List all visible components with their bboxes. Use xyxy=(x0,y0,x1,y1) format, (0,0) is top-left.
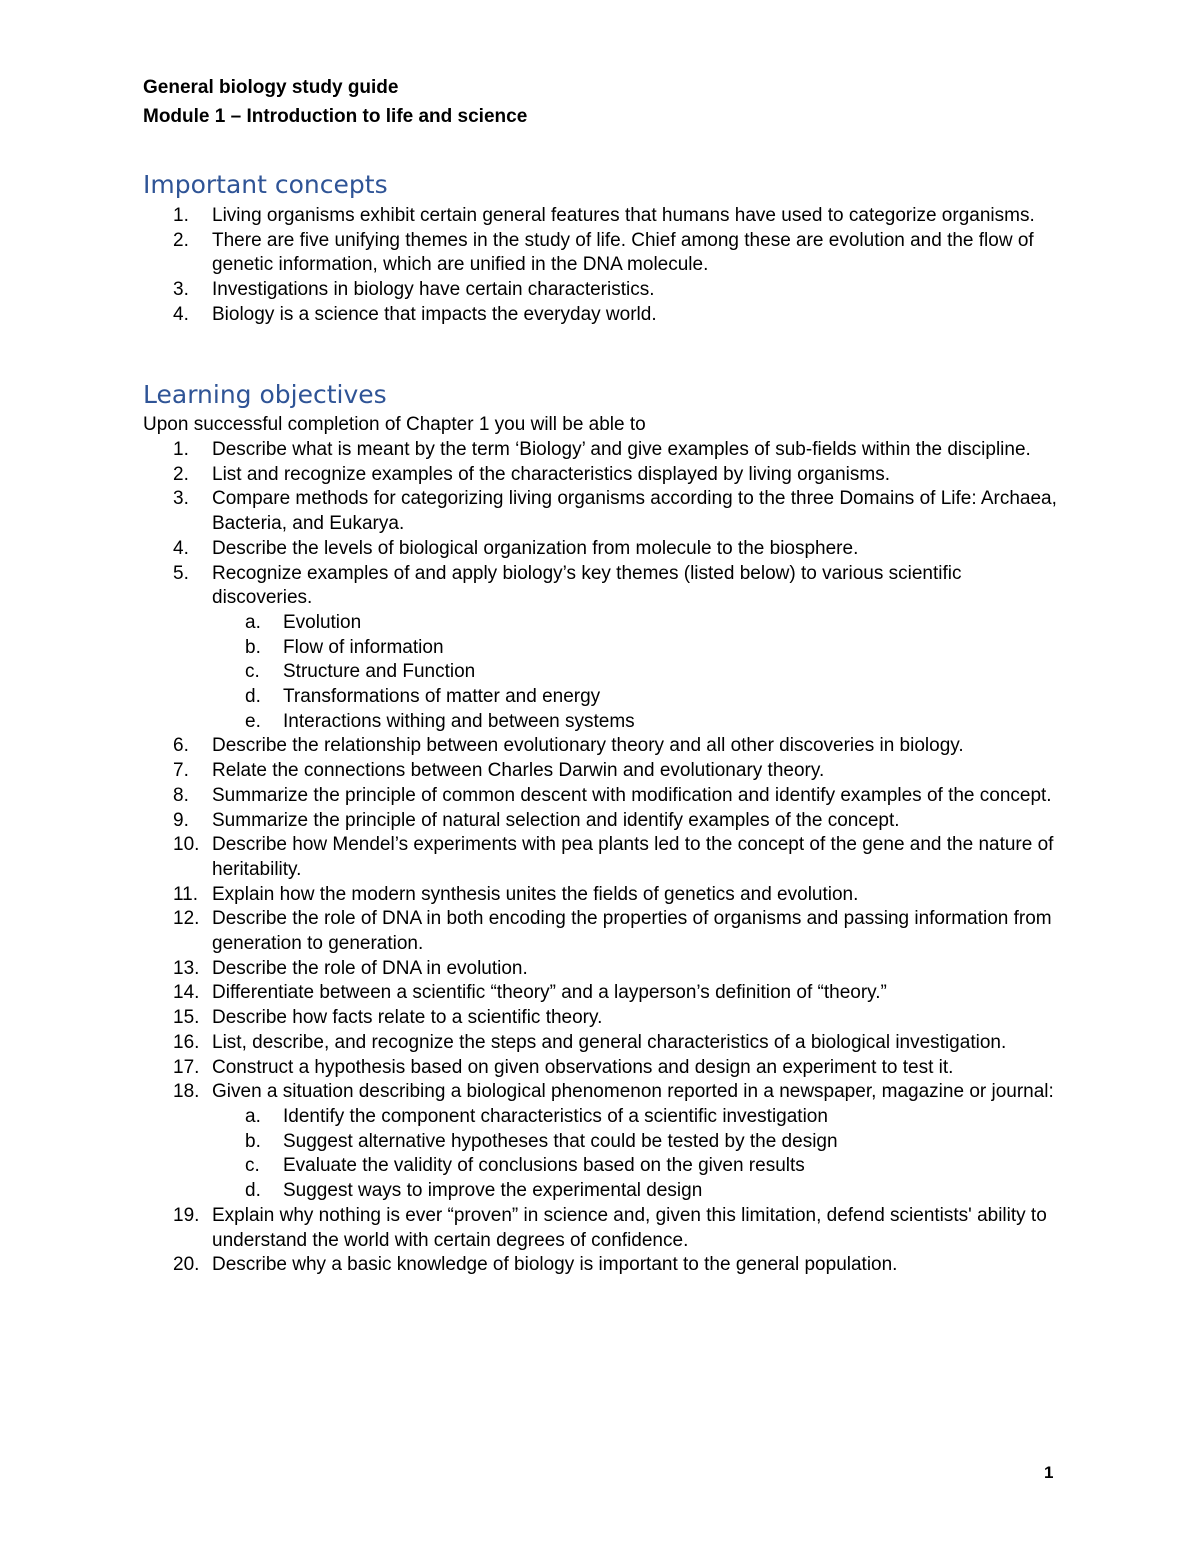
item-text: Given a situation describing a biological phenomenon reported in a newspaper, magazine or journal: xyxy=(212,1081,1054,1103)
item-text: Explain why nothing is ever “proven” in science and, given this limitation, defend scientists' ability to understand the world with certain degrees of confidence. xyxy=(212,1204,1047,1251)
sub-item-letter: d. xyxy=(245,1180,261,1202)
sub-item-text: Identify the component characteristics of a scientific investigation xyxy=(283,1105,828,1127)
item-number: 2. xyxy=(173,229,189,251)
item-text: Living organisms exhibit certain general features that humans have used to categorize organisms. xyxy=(212,205,1035,226)
item-text: Explain how the modern synthesis unites the fields of genetics and evolution. xyxy=(212,883,859,905)
item-number: 14. xyxy=(173,982,200,1004)
item-number: 10. xyxy=(173,834,200,856)
item-number: 3. xyxy=(173,488,189,510)
item-number: 7. xyxy=(173,760,189,782)
sub-list-item xyxy=(212,636,1063,661)
list-item xyxy=(143,734,1063,759)
sub-list xyxy=(212,1105,1063,1204)
item-text: Differentiate between a scientific “theory” and a layperson’s definition of “theory.” xyxy=(212,982,887,1004)
item-text: Describe why a basic knowledge of biology is important to the general population. xyxy=(212,1254,898,1276)
list-item xyxy=(143,438,1063,463)
list-item xyxy=(143,487,1063,536)
sub-item-letter: c. xyxy=(245,661,260,683)
sub-item-text: Suggest alternative hypotheses that could be tested by the design xyxy=(283,1130,838,1152)
list-item xyxy=(143,229,1063,278)
item-number: 11. xyxy=(173,883,199,905)
document-header xyxy=(143,73,527,131)
item-number: 4. xyxy=(173,537,189,559)
item-text: Summarize the principle of natural selection and identify examples of the concept. xyxy=(212,809,900,831)
item-text: Describe the relationship between evolutionary theory and all other discoveries in biology. xyxy=(212,735,964,757)
sub-item-text: Structure and Function xyxy=(283,661,476,683)
sub-item-letter: d. xyxy=(245,686,261,708)
item-number: 19. xyxy=(173,1204,200,1226)
sub-item-letter: e. xyxy=(245,710,261,732)
list-item xyxy=(143,1080,1063,1204)
list-item xyxy=(143,278,1063,303)
list-item xyxy=(143,883,1063,908)
objectives-intro: Upon successful completion of Chapter 1 you will be able to xyxy=(143,414,646,435)
item-number: 5. xyxy=(173,562,189,584)
sub-item-letter: b. xyxy=(245,1130,261,1152)
item-text: Describe the role of DNA in evolution. xyxy=(212,957,528,979)
item-number: 2. xyxy=(173,463,189,485)
sub-list-item xyxy=(212,685,1063,710)
item-text: Biology is a science that impacts the everyday world. xyxy=(212,303,657,325)
item-number: 1. xyxy=(173,439,189,460)
sub-item-text: Transformations of matter and energy xyxy=(283,686,601,708)
list-item xyxy=(143,1006,1063,1031)
item-text: Recognize examples of and apply biology’s key themes (listed below) to various scientific discoveries. xyxy=(212,562,962,609)
item-text: Relate the connections between Charles Darwin and evolutionary theory. xyxy=(212,760,825,782)
item-text: Describe what is meant by the term ‘Biology’ and give examples of sub-fields within the discipline. xyxy=(212,439,1031,460)
sub-list-item xyxy=(212,710,1063,735)
learning-objectives-heading: Learning objectives xyxy=(143,380,387,409)
sub-item-letter: a. xyxy=(245,1105,261,1127)
list-item xyxy=(143,1253,1063,1278)
list-item xyxy=(143,204,1063,229)
list-item xyxy=(143,562,1063,735)
sub-item-text: Suggest ways to improve the experimental design xyxy=(283,1180,703,1202)
item-text: Investigations in biology have certain characteristics. xyxy=(212,279,655,301)
sub-list-item xyxy=(212,611,1063,636)
item-number: 4. xyxy=(173,303,189,325)
item-number: 1. xyxy=(173,205,189,226)
list-item xyxy=(143,833,1063,882)
item-number: 12. xyxy=(173,908,200,930)
item-text: Describe the role of DNA in both encoding the properties of organisms and passing information from generation to generation. xyxy=(212,908,1052,955)
sub-list-item xyxy=(212,660,1063,685)
item-text: Describe how facts relate to a scientific theory. xyxy=(212,1007,603,1029)
module-title: Module 1 – Introduction to life and science xyxy=(143,106,528,127)
sub-list-item xyxy=(212,1105,1063,1130)
list-item xyxy=(143,957,1063,982)
sub-item-text: Evaluate the validity of conclusions based on the given results xyxy=(283,1155,805,1177)
item-text: Compare methods for categorizing living organisms according to the three Domains of Life: Archaea, Bacteria, and Eukarya. xyxy=(212,488,1057,535)
item-text: Construct a hypothesis based on given observations and design an experiment to test it. xyxy=(212,1056,954,1078)
important-concepts-list xyxy=(143,204,1063,328)
item-number: 8. xyxy=(173,784,189,806)
sub-list-item xyxy=(212,1130,1063,1155)
sub-item-letter: c. xyxy=(245,1155,260,1177)
list-item xyxy=(143,1056,1063,1081)
page-number: 1 xyxy=(1044,1463,1054,1482)
item-number: 17. xyxy=(173,1056,200,1078)
item-number: 6. xyxy=(173,735,189,757)
list-item xyxy=(143,303,1063,328)
list-item xyxy=(143,759,1063,784)
sub-item-letter: b. xyxy=(245,636,261,658)
item-number: 3. xyxy=(173,279,189,301)
item-number: 9. xyxy=(173,809,189,831)
item-number: 13. xyxy=(173,957,200,979)
item-number: 15. xyxy=(173,1007,200,1029)
learning-objectives-list xyxy=(143,438,1063,1278)
list-item xyxy=(143,809,1063,834)
item-text: Summarize the principle of common descent with modification and identify examples of the concept. xyxy=(212,784,1052,806)
item-text: List and recognize examples of the characteristics displayed by living organisms. xyxy=(212,463,890,485)
item-text: Describe how Mendel’s experiments with pea plants led to the concept of the gene and the nature of heritability. xyxy=(212,834,1054,880)
list-item xyxy=(143,784,1063,809)
item-text: Describe the levels of biological organization from molecule to the biosphere. xyxy=(212,537,859,559)
item-text: There are five unifying themes in the study of life. Chief among these are evolution and the flow of genetic information, which are unified in the DNA molecule. xyxy=(212,229,1034,276)
list-item xyxy=(143,1031,1063,1056)
important-concepts-heading: Important concepts xyxy=(143,170,388,199)
sub-list-item xyxy=(212,1179,1063,1204)
list-item xyxy=(143,537,1063,562)
list-item xyxy=(143,907,1063,956)
sub-list xyxy=(212,611,1063,735)
sub-item-letter: a. xyxy=(245,611,261,633)
sub-item-text: Flow of information xyxy=(283,636,444,658)
item-text: List, describe, and recognize the steps and general characteristics of a biological investigation. xyxy=(212,1031,1007,1053)
item-number: 18. xyxy=(173,1081,200,1103)
sub-item-text: Evolution xyxy=(283,611,362,633)
sub-item-text: Interactions withing and between systems xyxy=(283,710,635,732)
list-item xyxy=(143,1204,1063,1253)
list-item xyxy=(143,981,1063,1006)
sub-list-item xyxy=(212,1154,1063,1179)
item-number: 16. xyxy=(173,1031,200,1053)
guide-title: General biology study guide xyxy=(143,77,399,98)
list-item xyxy=(143,463,1063,488)
item-number: 20. xyxy=(173,1254,200,1276)
